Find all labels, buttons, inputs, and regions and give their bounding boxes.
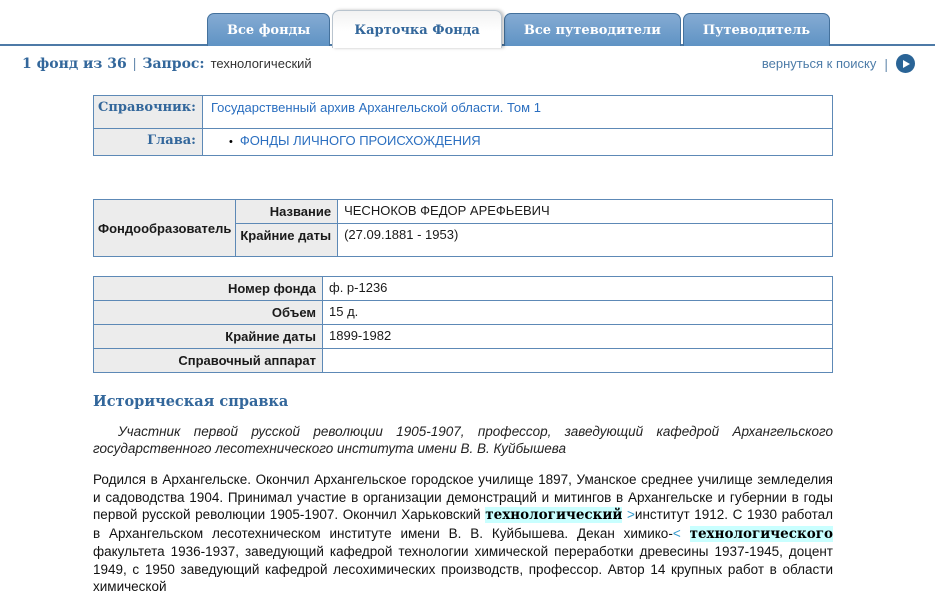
results-summary (22, 55, 312, 72)
history-text: факультета 1936-1937, заведующий кафедрой технологии химической переработки древесины 1937-1945, доцент 1949, с 1950 заведующий кафедрой лесохимических производств, профессор. Автор 14 крупных работ в области химической (93, 544, 833, 594)
tabs-container (207, 10, 832, 46)
search-term-highlight: технологического (689, 525, 833, 542)
creator-dates-label: Крайние даты (236, 224, 338, 257)
next-match-marker[interactable]: > (622, 507, 635, 522)
fund-volume-value: 15 д. (323, 301, 833, 325)
history-annotation: Участник первой русской революции 1905-1907, профессор, заведующий кафедрой Архангельского государственного лесотехнического института имени В. В. Куйбышева (93, 424, 833, 456)
reference-label: Справочник: (94, 96, 203, 129)
creator-group-label: Фондообразователь (94, 200, 236, 257)
table-row (94, 277, 833, 301)
table-row (94, 96, 833, 129)
tab-all-guides[interactable]: Все путеводители (504, 13, 681, 46)
separator: | (884, 55, 888, 72)
creator-name-value: ЧЕСНОКОВ ФЕДОР АРЕФЬЕВИЧ (338, 200, 833, 224)
query-label: Запрос: (142, 56, 205, 72)
next-result-button[interactable] (896, 54, 915, 73)
fund-number-value: ф. р-1236 (323, 277, 833, 301)
history-text: Родился в Архангельске. Окончил Архангельское городское училище 1897, Уманское среднее училище земледелия и садоводства 1904. Принимал участие в организации демонстраций и митингов в Архангельске и губернии в годы первой русской революции 1905-1907. Окончил Харьковский (93, 472, 833, 522)
tab-guide[interactable]: Путеводитель (683, 13, 830, 46)
table-row (94, 301, 833, 325)
bullet-icon: • (228, 136, 233, 148)
history-text: институт 1912. С 1930 работал в Архангельском лесотехническом институте имени В. В. Куйбышева. Декан химико- (93, 507, 833, 541)
chapter-link[interactable]: ФОНДЫ ЛИЧНОГО ПРОИСХОЖДЕНИЯ (239, 133, 481, 148)
fund-volume-label: Объем (94, 301, 323, 325)
results-actions (762, 54, 915, 73)
chapter-label: Глава: (94, 129, 203, 156)
fund-dates-label: Крайние даты (94, 325, 323, 349)
back-to-search-link[interactable]: вернуться к поиску (761, 56, 877, 71)
history-section (93, 393, 833, 596)
fund-card-content (93, 95, 833, 596)
table-row (94, 129, 833, 156)
query-value: технологический (210, 56, 312, 71)
creator-table (93, 199, 833, 257)
table-row (94, 349, 833, 373)
history-heading: Историческая справка (93, 393, 289, 410)
table-row (94, 200, 833, 224)
tab-bar (0, 0, 935, 46)
fund-table (93, 276, 833, 373)
tab-fund-card[interactable]: Карточка Фонда (332, 10, 502, 48)
table-row (94, 325, 833, 349)
results-bar (0, 46, 935, 79)
reference-link[interactable]: Государственный архив Архангельской области. Том 1 (210, 100, 541, 115)
results-count: 1 фонд из 36 (22, 56, 127, 72)
tab-all-funds[interactable]: Все фонды (207, 13, 330, 46)
history-body (93, 471, 833, 596)
search-term-highlight: технологический (485, 507, 623, 523)
fund-dates-value: 1899-1982 (323, 325, 833, 349)
reference-table (93, 95, 833, 156)
fund-apparatus-value (323, 349, 833, 373)
play-arrow-icon (903, 60, 910, 68)
fund-apparatus-label: Справочный аппарат (94, 349, 323, 373)
creator-name-label: Название (236, 200, 338, 224)
fund-number-label: Номер фонда (94, 277, 323, 301)
creator-dates-value: (27.09.1881 - 1953) (338, 224, 833, 257)
chapter-value (202, 129, 832, 156)
separator: | (132, 55, 137, 71)
prev-match-marker[interactable]: < (672, 525, 690, 541)
reference-value (202, 96, 832, 129)
